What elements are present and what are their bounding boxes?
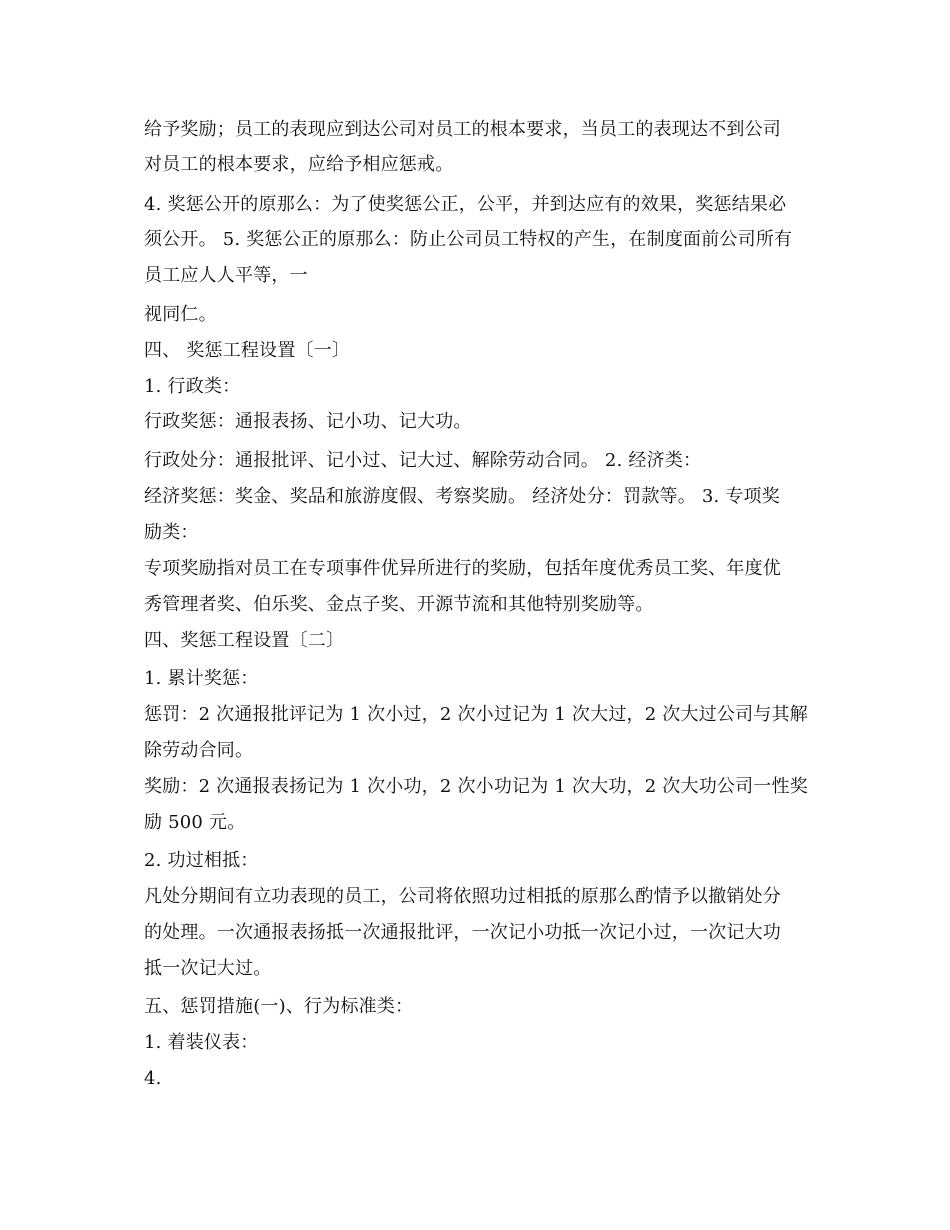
text-line: 4. 奖惩公开的原那么：为了使奖惩公正，公平，并到达应有的效果，奖惩结果必	[144, 194, 787, 215]
section-heading: 四、 奖惩工程设置〔一〕	[144, 340, 351, 361]
subsection-heading: 1. 累计奖惩：	[144, 668, 259, 689]
text-line: 的处理。一次通报表扬抵一次通报批评，一次记小功抵一次记小过，一次记大功	[144, 922, 781, 943]
text-line: 行政处分：通报批评、记小过、记大过、解除劳动合同。 2. 经济类：	[144, 450, 702, 471]
text-line: 对员工的根本要求，应给予相应惩戒。	[144, 154, 454, 175]
text-line: 给予奖励；员工的表现应到达公司对员工的根本要求，当员工的表现达不到公司	[144, 119, 781, 140]
text-line: 励类：	[144, 522, 199, 543]
text-line: 秀管理者奖、伯乐奖、金点子奖、开源节流和其他特别奖励等。	[144, 594, 654, 615]
subsection-heading: 1. 着装仪表：	[144, 1032, 259, 1053]
text-line: 须公开。 5. 奖惩公正的原那么：防止公司员工特权的产生，在制度面前公司所有	[144, 229, 793, 250]
text-line: 励 500 元。	[144, 812, 246, 833]
text-line: 行政奖惩：通报表扬、记小功、记大功。	[144, 411, 472, 432]
section-heading: 五、惩罚措施(一)、行为标准类：	[144, 996, 414, 1017]
subsection-heading: 2. 功过相抵：	[144, 850, 259, 871]
text-line: 经济奖惩：奖金、奖品和旅游度假、考察奖励。 经济处分：罚款等。 3. 专项奖	[144, 486, 780, 507]
text-line: 视同仁。	[144, 304, 217, 325]
section-heading: 四、奖惩工程设置〔二〕	[144, 630, 345, 651]
text-line: 除劳动合同。	[144, 740, 254, 761]
text-line: 专项奖励指对员工在专项事件优异所进行的奖励，包括年度优秀员工奖、年度优	[144, 558, 781, 579]
text-line: 奖励：2 次通报表扬记为 1 次小功，2 次小功记为 1 次大功，2 次大功公司一性奖	[144, 776, 808, 797]
text-line: 抵一次记大过。	[144, 958, 272, 979]
text-line: 凡处分期间有立功表现的员工，公司将依照功过相抵的原那么酌情予以撤销处分	[144, 886, 781, 907]
text-line: 员工应人人平等，一	[144, 265, 308, 286]
text-line: 4.	[144, 1068, 162, 1089]
text-line: 惩罚：2 次通报批评记为 1 次小过，2 次小过记为 1 次大过，2 次大过公司与其解	[144, 704, 808, 725]
subsection-heading: 1. 行政类：	[144, 376, 241, 397]
